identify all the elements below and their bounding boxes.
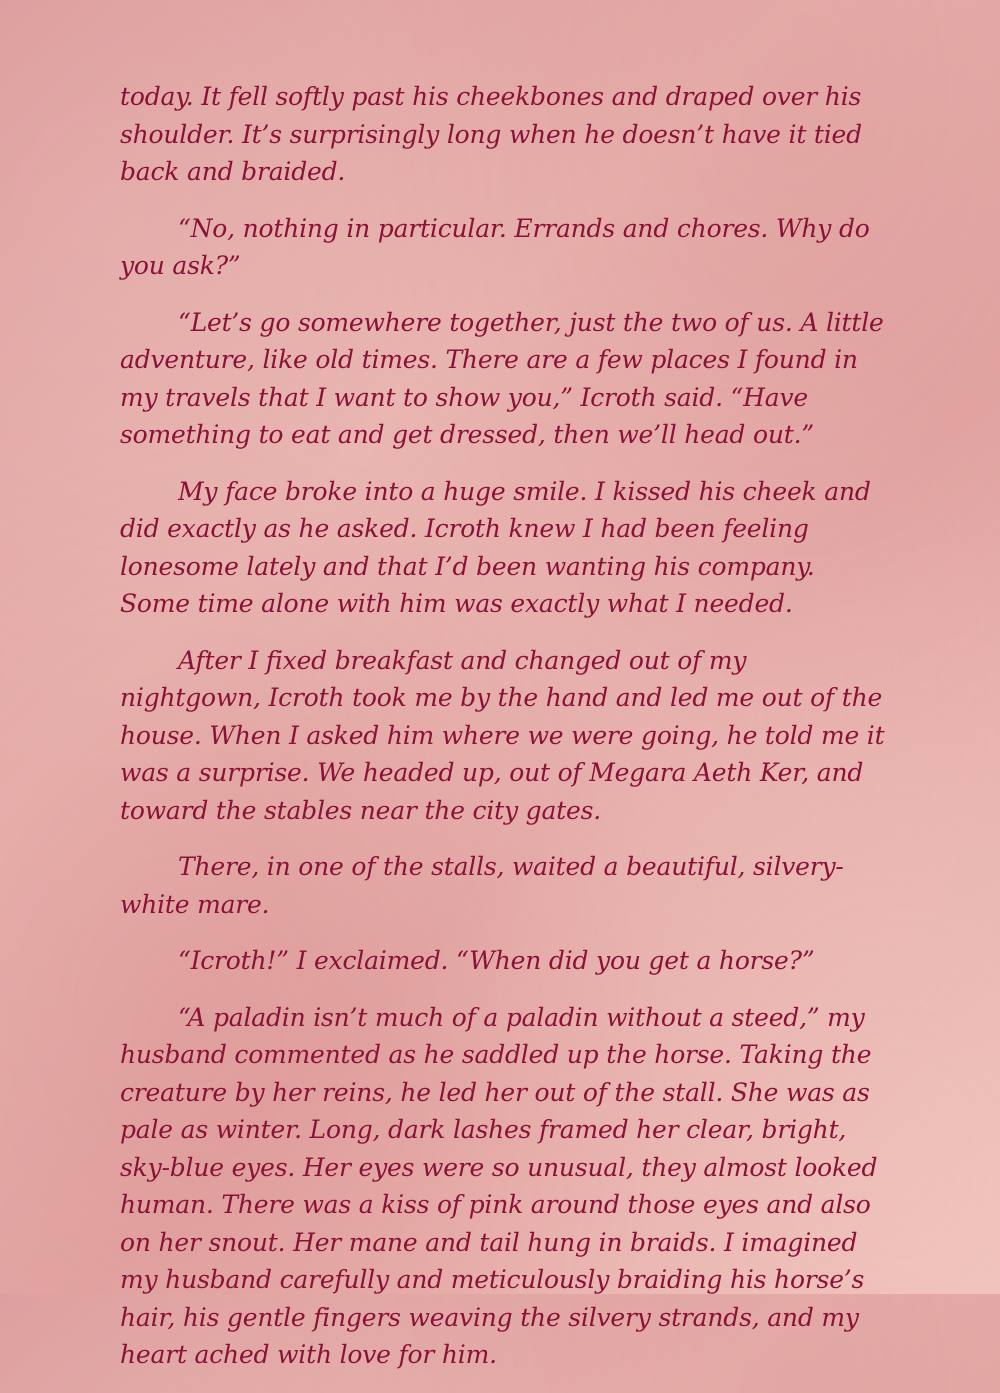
paragraph-exclaim: “Icroth!” I exclaimed. “When did you get a horse?” bbox=[178, 946, 815, 975]
paragraph-breakfast: After I fixed breakfast and changed out of my nightgown, Icroth took me by the hand and led me out of the house. When I asked him where we were going, he told me it was a surprise. We headed up, out of Megara Aeth Ker, and toward the stables near the city gates. bbox=[120, 645, 885, 825]
paragraph-stalls: There, in one of the stalls, waited a beautiful, silvery-white mare. bbox=[120, 852, 844, 919]
page-text bbox=[120, 78, 890, 1393]
paragraph-continuation: today. It fell softly past his cheekbones and draped over his shoulder. It’s surprisingly long when he doesn’t have it tied back and braided. bbox=[120, 82, 862, 186]
paragraph-icroth-invitation: “Let’s go somewhere together, just the two of us. A little adventure, like old times. There are a few places I found in my travels that I want to show you,” Icroth said. “Have something to eat and get dressed, then we’ll head out.” bbox=[120, 307, 884, 449]
paragraph-smile: My face broke into a huge smile. I kissed his cheek and did exactly as he asked. Icroth knew I had been feeling lonesome lately and that I’d been wanting his company. Some time alone with him was exactly what I needed. bbox=[120, 476, 871, 618]
paragraph-paladin-steed: “A paladin isn’t much of a paladin without a steed,” my husband commented as he saddled up the horse. Taking the creature by her reins, he led her out of the stall. She was as pale as winter. Long, dark lashes framed her clear, bright, sky-blue eyes. Her eyes were so unusual, they almost looked human. There was a kiss of pink around those eyes and also on her snout. Her mane and tail hung in braids. I imagined my husband carefully and meticulously braiding his horse’s hair, his gentle fingers weaving the silvery strands, and my heart ached with love for him. bbox=[120, 1002, 878, 1369]
paragraph-dialogue-reply: “No, nothing in particular. Errands and chores. Why do you ask?” bbox=[120, 213, 870, 280]
